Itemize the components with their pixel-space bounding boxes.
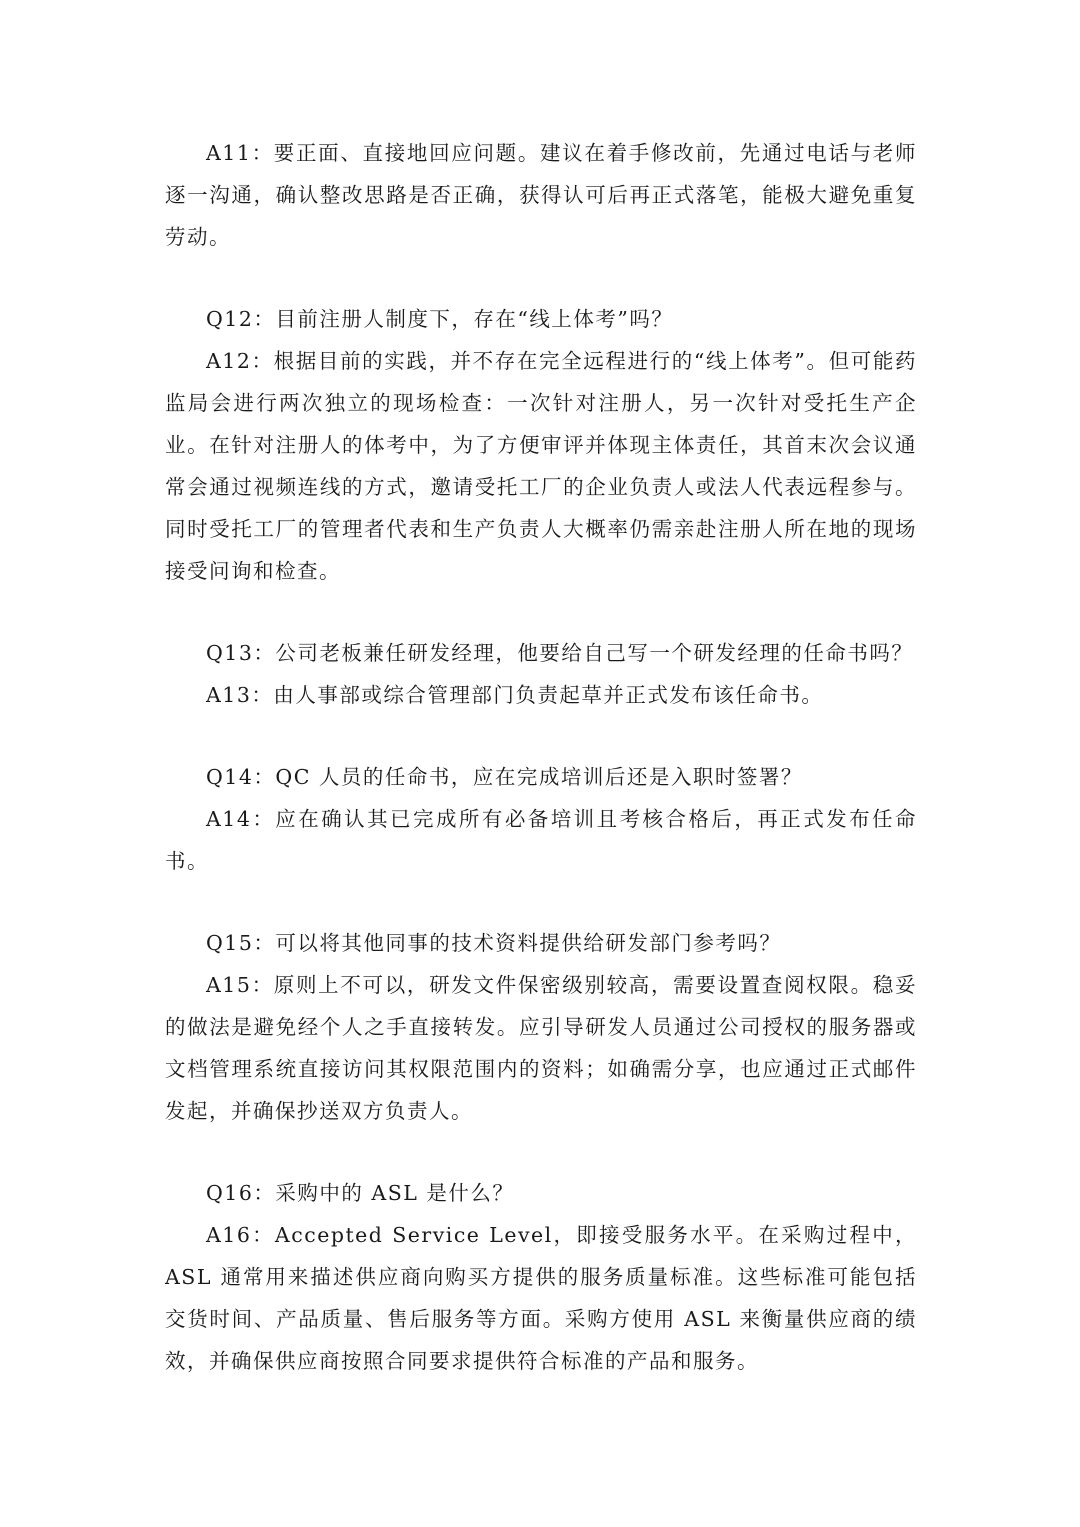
section-gap xyxy=(165,716,917,756)
qa-content xyxy=(165,132,917,1382)
answer-a15: A15：原则上不可以，研发文件保密级别较高，需要设置查阅权限。稳妥的做法是避免经个人之手直接转发。应引导研发人员通过公司授权的服务器或文档管理系统直接访问其权限范围内的资料；如确需分享，也应通过正式邮件发起，并确保抄送双方负责人。 xyxy=(165,973,917,1123)
question-q14: Q14：QC 人员的任命书，应在完成培训后还是入职时签署？ xyxy=(206,765,803,789)
answer-a14: A14：应在确认其已完成所有必备培训且考核合格后，再正式发布任命书。 xyxy=(165,807,917,873)
section-gap xyxy=(165,882,917,922)
section-gap xyxy=(165,1132,917,1172)
section-gap xyxy=(165,592,917,632)
question-q15: Q15：可以将其他同事的技术资料提供给研发部门参考吗？ xyxy=(206,931,782,955)
question-q12: Q12：目前注册人制度下，存在“线上体考”吗？ xyxy=(206,307,674,331)
question-q13: Q13：公司老板兼任研发经理，他要给自己写一个研发经理的任命书吗？ xyxy=(206,641,914,665)
section-gap xyxy=(165,258,917,298)
answer-a13: A13：由人事部或综合管理部门负责起草并正式发布该任命书。 xyxy=(206,683,824,707)
question-q16: Q16：采购中的 ASL 是什么？ xyxy=(206,1181,515,1205)
answer-a11: A11：要正面、直接地回应问题。建议在着手修改前，先通过电话与老师逐一沟通，确认整改思路是否正确，获得认可后再正式落笔，能极大避免重复劳动。 xyxy=(165,141,917,249)
answer-a12: A12：根据目前的实践，并不存在完全远程进行的“线上体考”。但可能药监局会进行两次独立的现场检查：一次针对注册人，另一次针对受托生产企业。在针对注册人的体考中，为了方便审评并体现主体责任，其首末次会议通常会通过视频连线的方式，邀请受托工厂的企业负责人或法人代表远程参与。同时受托工厂的管理者代表和生产负责人大概率仍需亲赴注册人所在地的现场接受问询和检查。 xyxy=(165,349,917,583)
answer-a16: A16：Accepted Service Level，即接受服务水平。在采购过程中，ASL 通常用来描述供应商向购买方提供的服务质量标准。这些标准可能包括交货时间、产品质量、售后服务等方面。采购方使用 ASL 来衡量供应商的绩效，并确保供应商按照合同要求提供符合标准的产品和服务。 xyxy=(165,1223,917,1373)
